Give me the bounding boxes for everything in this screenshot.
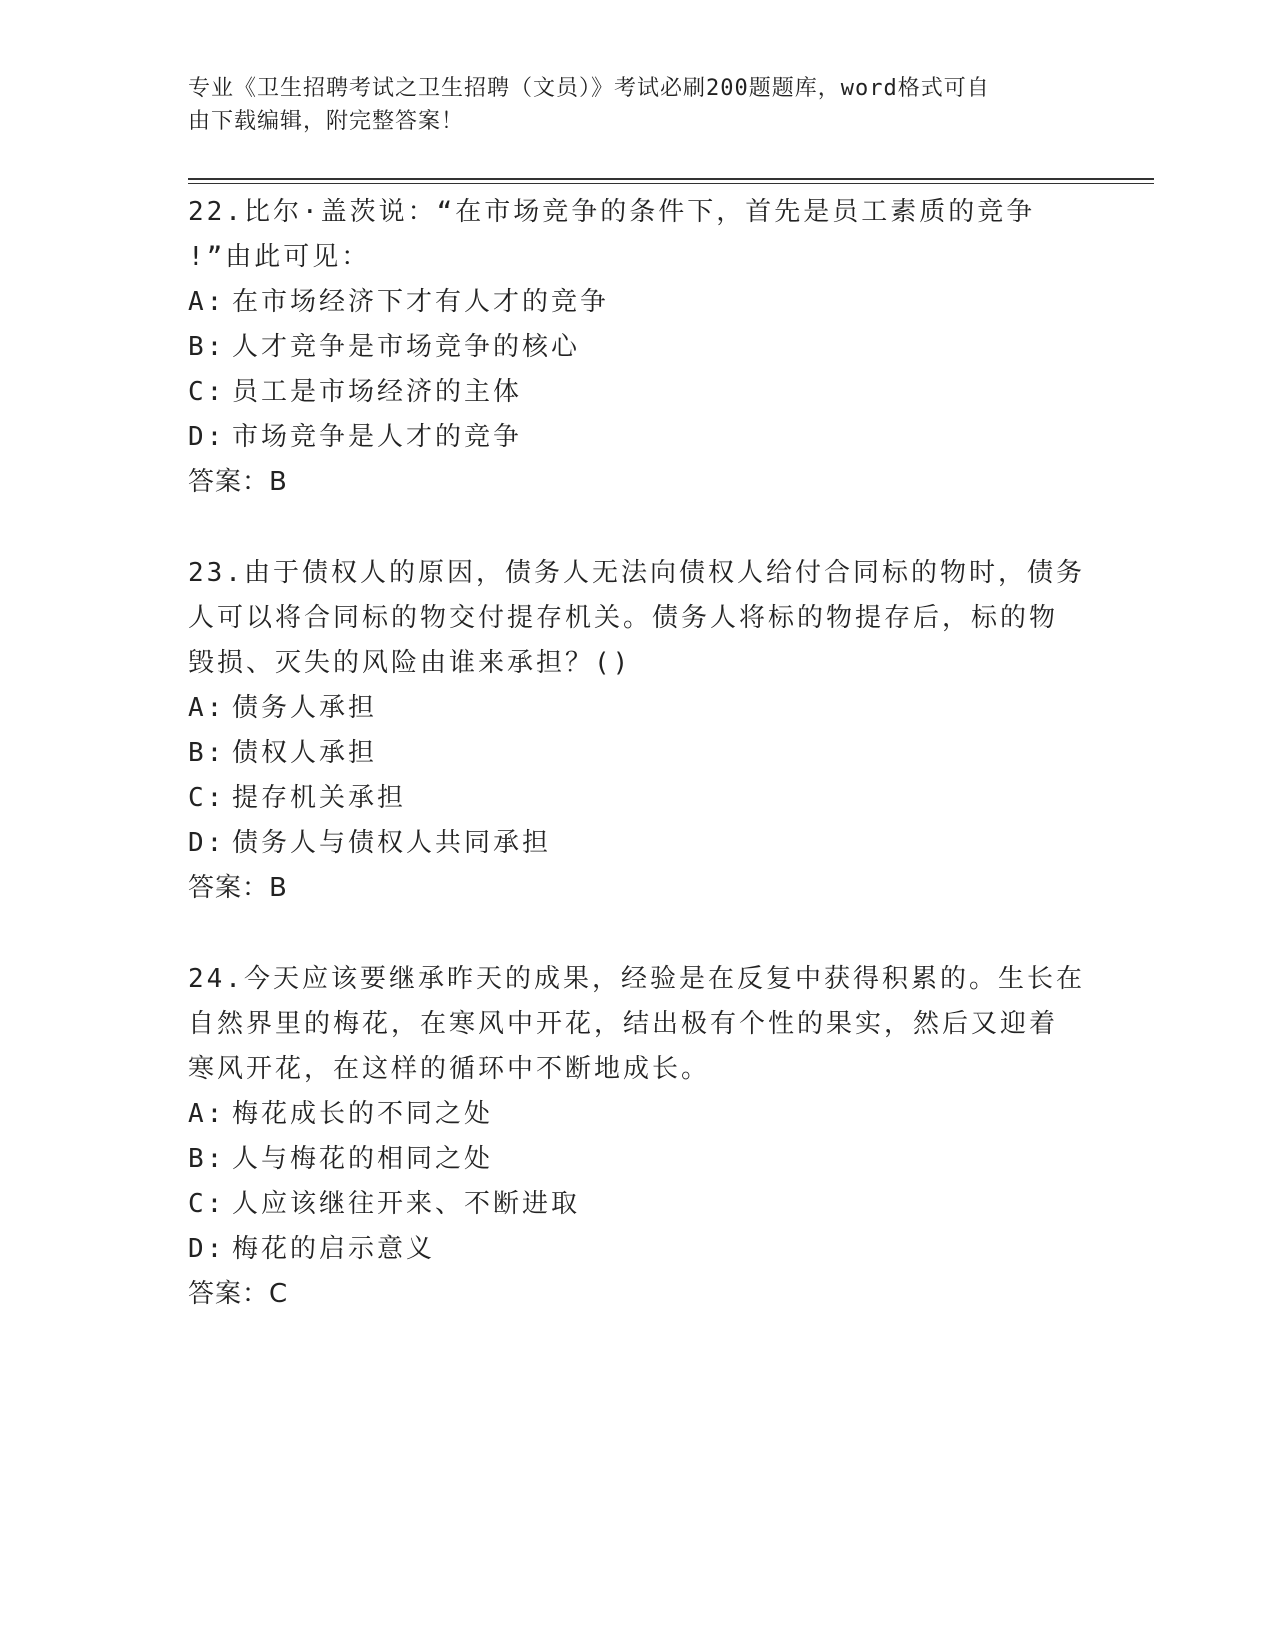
option-text: 梅花成长的不同之处 xyxy=(232,1099,494,1129)
option-letter: B: xyxy=(188,1144,226,1174)
question-text-line: !”由此可见： xyxy=(188,242,371,272)
option-letter: A: xyxy=(188,1099,226,1129)
question-24 xyxy=(188,957,1088,1317)
option-text: 提存机关承担 xyxy=(232,783,407,813)
option-letter: C: xyxy=(188,1189,226,1219)
answer-line: 答案：C xyxy=(188,1279,289,1309)
option-text: 梅花的启示意义 xyxy=(232,1234,436,1264)
option-d xyxy=(188,1227,1088,1272)
option-text: 在市场经济下才有人才的竞争 xyxy=(232,287,610,317)
option-b xyxy=(188,1137,1088,1182)
option-letter: A: xyxy=(188,287,226,317)
option-letter: D: xyxy=(188,422,226,452)
header-divider-thin xyxy=(188,183,1154,184)
option-text: 员工是市场经济的主体 xyxy=(232,377,523,407)
option-text: 债务人与债权人共同承担 xyxy=(232,828,552,858)
question-list xyxy=(188,190,1088,1363)
answer-line: 答案：B xyxy=(188,467,288,497)
header-divider-thick xyxy=(188,178,1154,180)
option-text: 债务人承担 xyxy=(232,693,378,723)
question-22 xyxy=(188,190,1088,505)
question-text-line: 寒风开花，在这样的循环中不断地成长。 xyxy=(188,1054,711,1084)
question-text-line: 23.由于债权人的原因，债务人无法向债权人给付合同标的物时，债务 xyxy=(188,558,1085,588)
option-text: 人与梅花的相同之处 xyxy=(232,1144,494,1174)
option-letter: B: xyxy=(188,332,226,362)
option-letter: D: xyxy=(188,1234,226,1264)
option-a xyxy=(188,1092,1088,1137)
question-text-line: 自然界里的梅花，在寒风中开花，结出极有个性的果实，然后又迎着 xyxy=(188,1009,1059,1039)
header-line-2: 由下载编辑，附完整答案！ xyxy=(188,109,465,134)
option-letter: B: xyxy=(188,738,226,768)
option-c xyxy=(188,370,1088,415)
option-a xyxy=(188,686,1088,731)
option-text: 人才竞争是市场竞争的核心 xyxy=(232,332,581,362)
option-b xyxy=(188,325,1088,370)
header-line-1: 专业《卫生招聘考试之卫生招聘（文员）》考试必刷200题题库，word格式可自 xyxy=(188,76,990,101)
option-text: 债权人承担 xyxy=(232,738,378,768)
option-c xyxy=(188,1182,1088,1227)
document-header xyxy=(188,72,1068,138)
option-letter: D: xyxy=(188,828,226,858)
option-d xyxy=(188,415,1088,460)
question-text-line: 毁损、灭失的风险由谁来承担？() xyxy=(188,648,632,678)
option-letter: C: xyxy=(188,377,226,407)
option-a xyxy=(188,280,1088,325)
question-text-line: 22.比尔·盖茨说：“在市场竞争的条件下，首先是员工素质的竞争 xyxy=(188,197,1036,227)
option-letter: A: xyxy=(188,693,226,723)
answer-line: 答案：B xyxy=(188,873,288,903)
question-23 xyxy=(188,551,1088,911)
option-b xyxy=(188,731,1088,776)
option-text: 人应该继往开来、不断进取 xyxy=(232,1189,581,1219)
question-text-line: 人可以将合同标的物交付提存机关。债务人将标的物提存后，标的物 xyxy=(188,603,1059,633)
option-c xyxy=(188,776,1088,821)
option-letter: C: xyxy=(188,783,226,813)
option-d xyxy=(188,821,1088,866)
question-text-line: 24.今天应该要继承昨天的成果，经验是在反复中获得积累的。生长在 xyxy=(188,964,1085,994)
option-text: 市场竞争是人才的竞争 xyxy=(232,422,523,452)
